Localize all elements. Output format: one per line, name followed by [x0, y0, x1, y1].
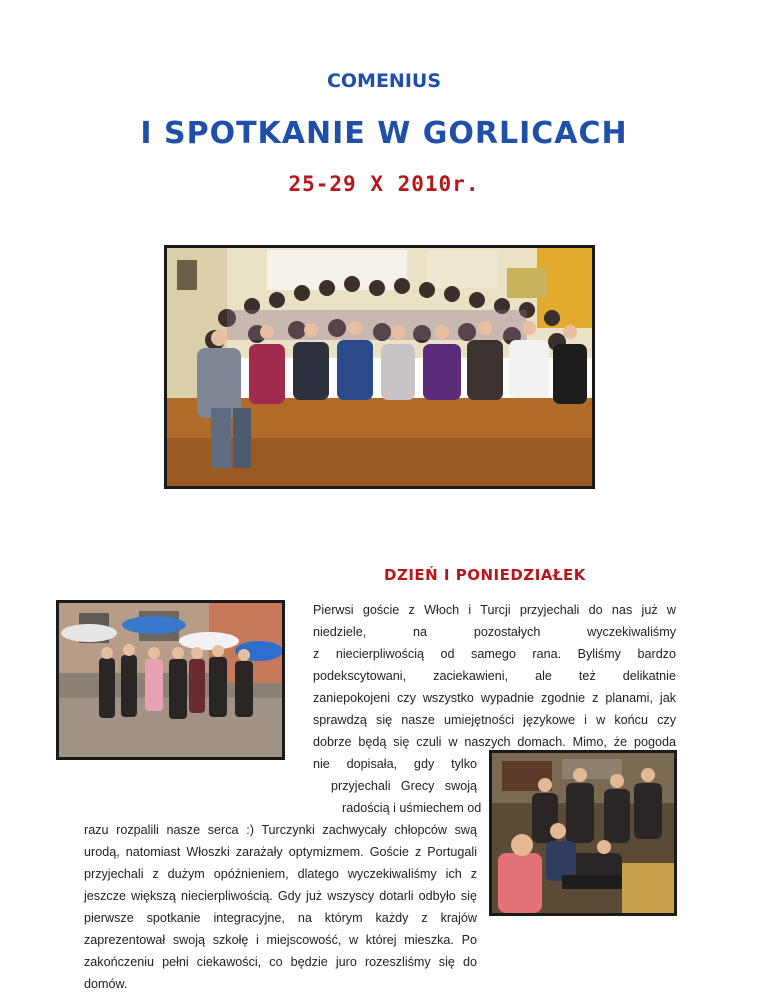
classroom-photo	[489, 750, 677, 916]
article-line: przyjechali Grecy swoją	[331, 779, 477, 793]
page-title: I SPOTKANIE W GORLICACH	[140, 116, 628, 151]
article-line: urodą, natomiast Włoszki zarażały optymizmem. Goście z Portugali	[84, 845, 477, 859]
section-heading: DZIEŃ I PONIEDZIAŁEK	[384, 566, 586, 584]
article-line: nie dopisała, gdy tylko	[313, 757, 477, 771]
article-line: zaniepokojeni czy wszystko wypadnie zgodnie z planami, jak	[313, 691, 676, 705]
article-line: domów.	[84, 977, 128, 991]
article-line: przyjechali z dużym opóźnieniem, dlatego wyczekiwaliśmy ich z	[84, 867, 477, 881]
article-line: z niecierpliwością od samego rana. Byliśmy bardzo	[313, 647, 676, 661]
program-label: COMENIUS	[326, 70, 442, 92]
article-line: radością i uśmiechem od	[342, 801, 482, 815]
umbrella-street-photo	[56, 600, 285, 760]
article-line: jeszcze większą niecierpliwością. Gdy już wszyscy dotarli odbyło się	[84, 889, 477, 903]
group-photo	[164, 245, 595, 489]
article-line: sprawdzą się nasze umiejętności językowe i w końcu czy	[313, 713, 676, 727]
article-line: zakończeniu pełni ciekawości, co będzie juro rozeszliśmy się do	[84, 955, 477, 969]
article-line: podekscytowani, zaciekawieni, ale też delikatnie	[313, 669, 676, 683]
article-line: dobrze będą się czuli w naszych domach. Mimo, że pogoda	[313, 735, 676, 749]
article-line: razu rozpalili nasze serca :) Turczynki zachwycały chłopców swą	[84, 823, 477, 837]
event-dates: 25-29 X 2010r.	[288, 172, 480, 196]
article-line: Pierwsi goście z Włoch i Turcji przyjechali do nas już w	[313, 603, 676, 617]
article-line: zaprezentował swoją szkołę i miejscowość, w której mieszka. Po	[84, 933, 477, 947]
article-line: pierwsze spotkanie integracyjne, na którym każdy z krajów	[84, 911, 477, 925]
article-line: niedziele, na pozostałych wyczekiwaliśmy	[313, 625, 676, 639]
